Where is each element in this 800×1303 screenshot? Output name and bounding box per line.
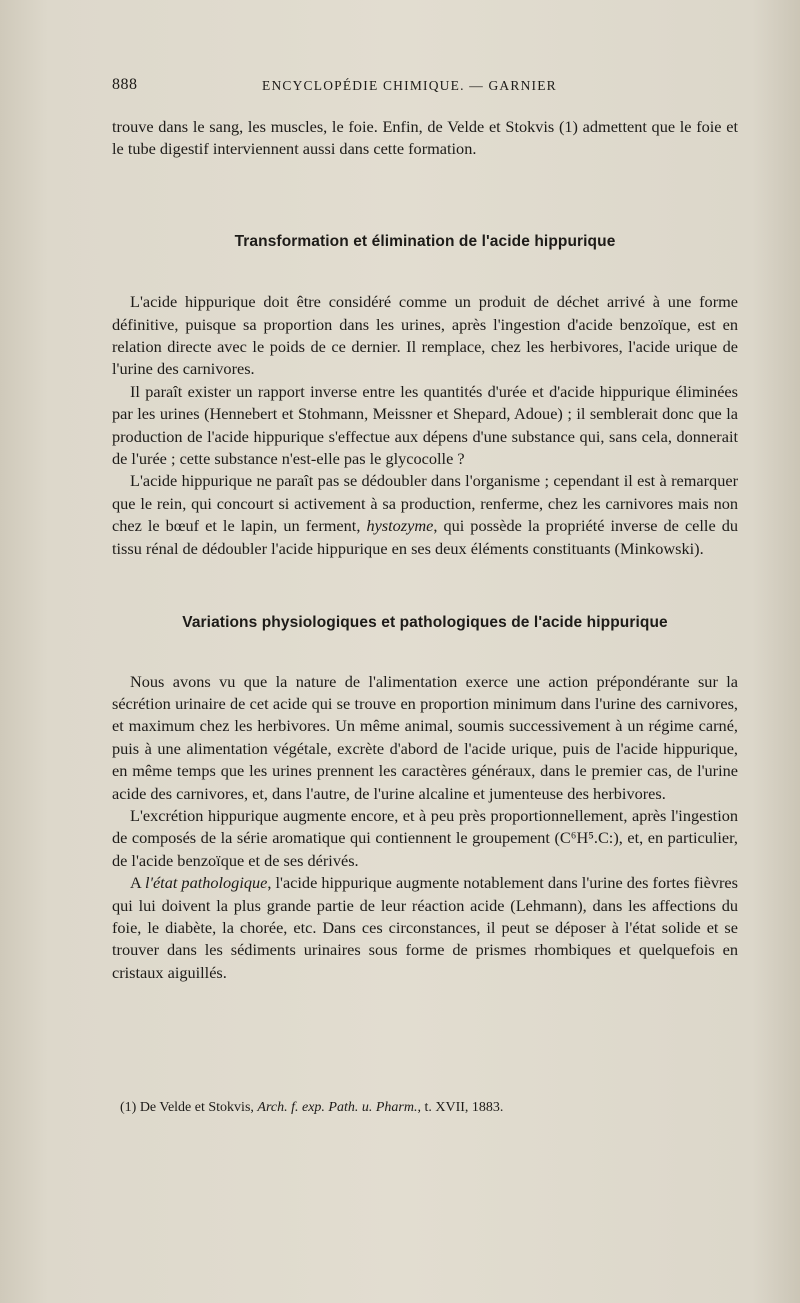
page-body [112, 116, 738, 984]
footnote-text: (1) De Velde et Stokvis, [120, 1100, 258, 1115]
paragraph: Nous avons vu que la nature de l'alimentation exerce une action prépondérante sur la sécrétion urinaire de cet acide qui se trouve en proportion minimum dans l'urine des carnivores, et maximum chez les herbivores. Un même animal, soumis successivement à un régime carné, puis à une alimentation végétale, excrète d'abord de l'acide urique, puis de l'acide hippurique, en même temps que les urines prennent les caractères généraux, dans le premier cas, de l'urine acide des carnivores, et, dans l'autre, de l'urine alcaline et jumenteuse des herbivores. [112, 671, 738, 803]
running-title: ENCYCLOPÉDIE CHIMIQUE. — GARNIER [262, 78, 557, 93]
intro-paragraph: trouve dans le sang, les muscles, le foie. Enfin, de Velde et Stokvis (1) admettent que le foie et le tube digestif interviennent aussi dans cette formation. [112, 117, 738, 159]
paragraph: L'excrétion hippurique augmente encore, et à peu près proportionnellement, après l'ingestion de composés de la série aromatique qui contiennent le groupement (C⁶H⁵.C:), et, en particulier, de l'acide benzoïque et de ses dérivés. [112, 805, 738, 870]
paragraph [112, 470, 738, 560]
italic-term: l'état pathologique [144, 873, 268, 893]
page-number: 888 [112, 76, 138, 93]
paragraph: L'acide hippurique doit être considéré comme un produit de déchet arrivé à une forme définitive, puisque sa proportion dans les urines, après l'ingestion d'acide benzoïque, est en relation directe avec le poids de ce dernier. Il remplace, chez les herbivores, l'acide urique de l'urine des carnivores. [112, 292, 738, 379]
footnote [120, 1100, 740, 1116]
page-header [112, 76, 742, 98]
text-run: , l'acide hippurique augmente notablement dans l'urine des fortes fièvres qui lui doivent la plus grande partie de leur réaction acide (Lehmann), dans les affections du foie, le diabète, la chorée, etc. Dans ces circonstances, il peut se déposer à l'état solide et se trouver dans les sédiments urinaires sous forme de prismes rhombiques et quelquefois en cristaux aiguillés. [112, 873, 738, 982]
text-run: , qui possède la propriété inverse de celle du tissu rénal de dédoubler l'acide hippurique en ses deux éléments constituants (Minkowski). [112, 516, 738, 558]
section-heading-variations: Variations physiologiques et pathologiques de l'acide hippurique [182, 614, 668, 632]
footnote-text: , t. XVII, 1883. [417, 1100, 504, 1115]
paragraph: Il paraît exister un rapport inverse entre les quantités d'urée et d'acide hippurique éliminées par les urines (Hennebert et Stohmann, Meissner et Shepard, Adoue) ; il semblerait donc que la production de l'acide hippurique s'effectue aux dépens d'une substance qui, sans cela, donnerait de l'urée ; cette substance n'est-elle pas le glycocolle ? [112, 381, 738, 469]
text-run: A [130, 873, 145, 893]
section-heading-transformation: Transformation et élimination de l'acide hippurique [234, 232, 616, 250]
italic-term: hystozyme [366, 516, 434, 536]
footnote-journal: Arch. f. exp. Path. u. Pharm. [257, 1100, 418, 1115]
paragraph [112, 872, 738, 984]
text-run: L'acide hippurique ne paraît pas se dédoubler dans l'organisme ; cependant il est à remarquer que le rein, qui concourt si activement à sa production, renferme, chez les carnivores mais non chez le bœuf et le lapin, un ferment, [112, 471, 738, 536]
